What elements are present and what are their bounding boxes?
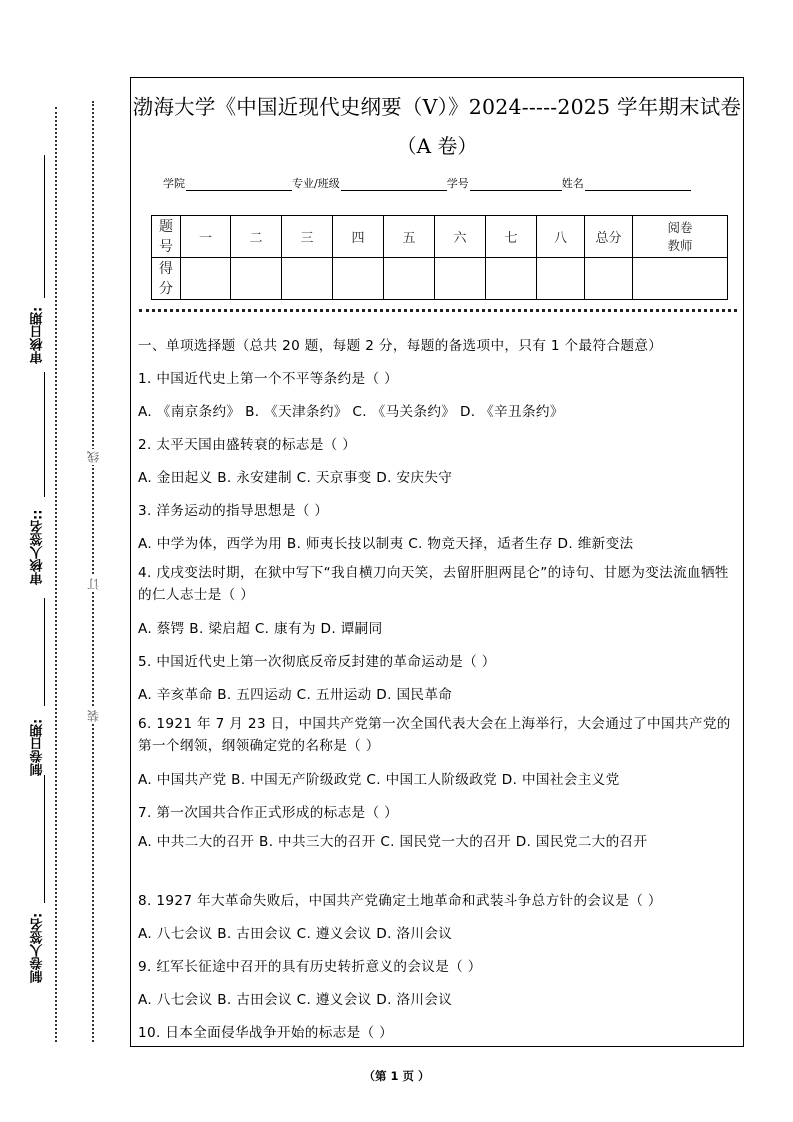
question-number-header: 题 号 bbox=[152, 216, 181, 258]
question-7-options: A. 中共二大的召开 B. 中共三大的召开 C. 国民党一大的召开 D. 国民党二大的召开 bbox=[138, 834, 648, 850]
binding-mark-line: 线 bbox=[86, 451, 101, 463]
column-header: 二 bbox=[231, 216, 282, 258]
reviewer-signature-label: 审核人签名:: bbox=[30, 509, 46, 586]
question-6-options: A. 中国共产党 B. 中国无产阶级政党 C. 中国工人阶级政党 D. 中国社会主义党 bbox=[138, 772, 620, 788]
column-header: 五 bbox=[384, 216, 435, 258]
setter-signature-blank bbox=[44, 775, 45, 903]
question-4: 4. 戊戌变法时期，在狱中写下“我自横刀向天笑，去留肝胆两昆仑”的诗句、甘愿为变法流血牺牲的仁人志士是（ ） bbox=[138, 565, 729, 603]
question-4-options: A. 蔡锷 B. 梁启超 C. 康有为 D. 谭嗣同 bbox=[138, 621, 383, 637]
binding-dotted-line-inner bbox=[92, 101, 94, 1042]
column-header: 七 bbox=[486, 216, 537, 258]
question-3-options: A. 中学为体，西学为用 B. 师夷长技以制夷 C. 物竞天择，适者生存 D. 维新变法 bbox=[138, 536, 634, 552]
reviewer-signature-blank bbox=[44, 372, 45, 497]
binding-mark-ding: 订 bbox=[86, 578, 101, 590]
review-date-blank bbox=[44, 155, 45, 298]
setter-date-label: 制卷日期: bbox=[30, 718, 46, 777]
reviewer-header: 阅卷 教师 bbox=[633, 216, 728, 258]
setter-signature-label: 制卷人签名: bbox=[30, 912, 46, 983]
question-9-options: A. 八七会议 B. 古田会议 C. 遵义会议 D. 洛川会议 bbox=[138, 992, 453, 1008]
name-label: 姓名 bbox=[561, 177, 584, 190]
question-2: 2. 太平天国由盛转衰的标志是（ ） bbox=[138, 437, 357, 453]
column-header: 一 bbox=[181, 216, 231, 258]
setter-date-blank bbox=[44, 598, 45, 706]
score-row-label: 得 分 bbox=[152, 258, 181, 300]
section-heading: 一、单项选择题（总共 20 题，每题 2 分，每题的备选项中，只有 1 个最符合题意） bbox=[138, 338, 663, 354]
exam-page-frame bbox=[130, 77, 744, 1047]
question-6: 6. 1921 年 7 月 23 日，中国共产党第一次全国代表大会在上海举行，大会通过了中国共产党的第一个纲领，纲领确定党的名称是（ ） bbox=[138, 716, 731, 754]
review-date-label: 审核日期: bbox=[30, 306, 46, 364]
question-3: 3. 洋务运动的指导思想是（ ） bbox=[138, 503, 329, 519]
question-1-options: A. 《南京条约》 B. 《天津条约》 C. 《马关条约》 D. 《辛丑条约》 bbox=[138, 404, 564, 420]
total-score-header: 总分 bbox=[585, 216, 633, 258]
column-header: 六 bbox=[435, 216, 486, 258]
question-9: 9. 红军长征途中召开的具有历史转折意义的会议是（ ） bbox=[138, 959, 482, 975]
student-id-label: 学号 bbox=[446, 177, 469, 190]
section-1-questions bbox=[138, 78, 739, 1046]
column-header: 八 bbox=[537, 216, 585, 258]
question-7: 7. 第一次国共合作正式形成的标志是（ ） bbox=[138, 805, 399, 821]
college-label: 学院 bbox=[163, 177, 185, 190]
question-1: 1. 中国近代史上第一个不平等条约是（ ） bbox=[138, 371, 399, 387]
major-class-label: 专业/班级 bbox=[292, 177, 340, 190]
question-8: 8. 1927 年大革命失败后，中国共产党确定土地革命和武装斗争总方针的会议是（ ） bbox=[138, 893, 662, 909]
column-header: 三 bbox=[282, 216, 333, 258]
binding-mark-zhuang: 装 bbox=[86, 710, 101, 722]
exam-subtitle: （A 卷） bbox=[396, 134, 478, 158]
question-10: 10. 日本全面侵华战争开始的标志是（ ） bbox=[138, 1025, 394, 1041]
question-5: 5. 中国近代史上第一次彻底反帝反封建的革命运动是（ ） bbox=[138, 654, 496, 670]
question-5-options: A. 辛亥革命 B. 五四运动 C. 五卅运动 D. 国民革命 bbox=[138, 687, 453, 703]
exam-title: 渤海大学《中国近现代史纲要（V）》2024-----2025 学年期末试卷 bbox=[132, 95, 742, 119]
page-number: （第 1 页 ） bbox=[363, 1069, 430, 1083]
binding-dotted-line-outer bbox=[55, 107, 57, 1042]
column-header: 四 bbox=[333, 216, 384, 258]
question-8-options: A. 八七会议 B. 古田会议 C. 遵义会议 D. 洛川会议 bbox=[138, 926, 453, 942]
question-2-options: A. 金田起义 B. 永安建制 C. 天京事变 D. 安庆失守 bbox=[138, 470, 453, 486]
